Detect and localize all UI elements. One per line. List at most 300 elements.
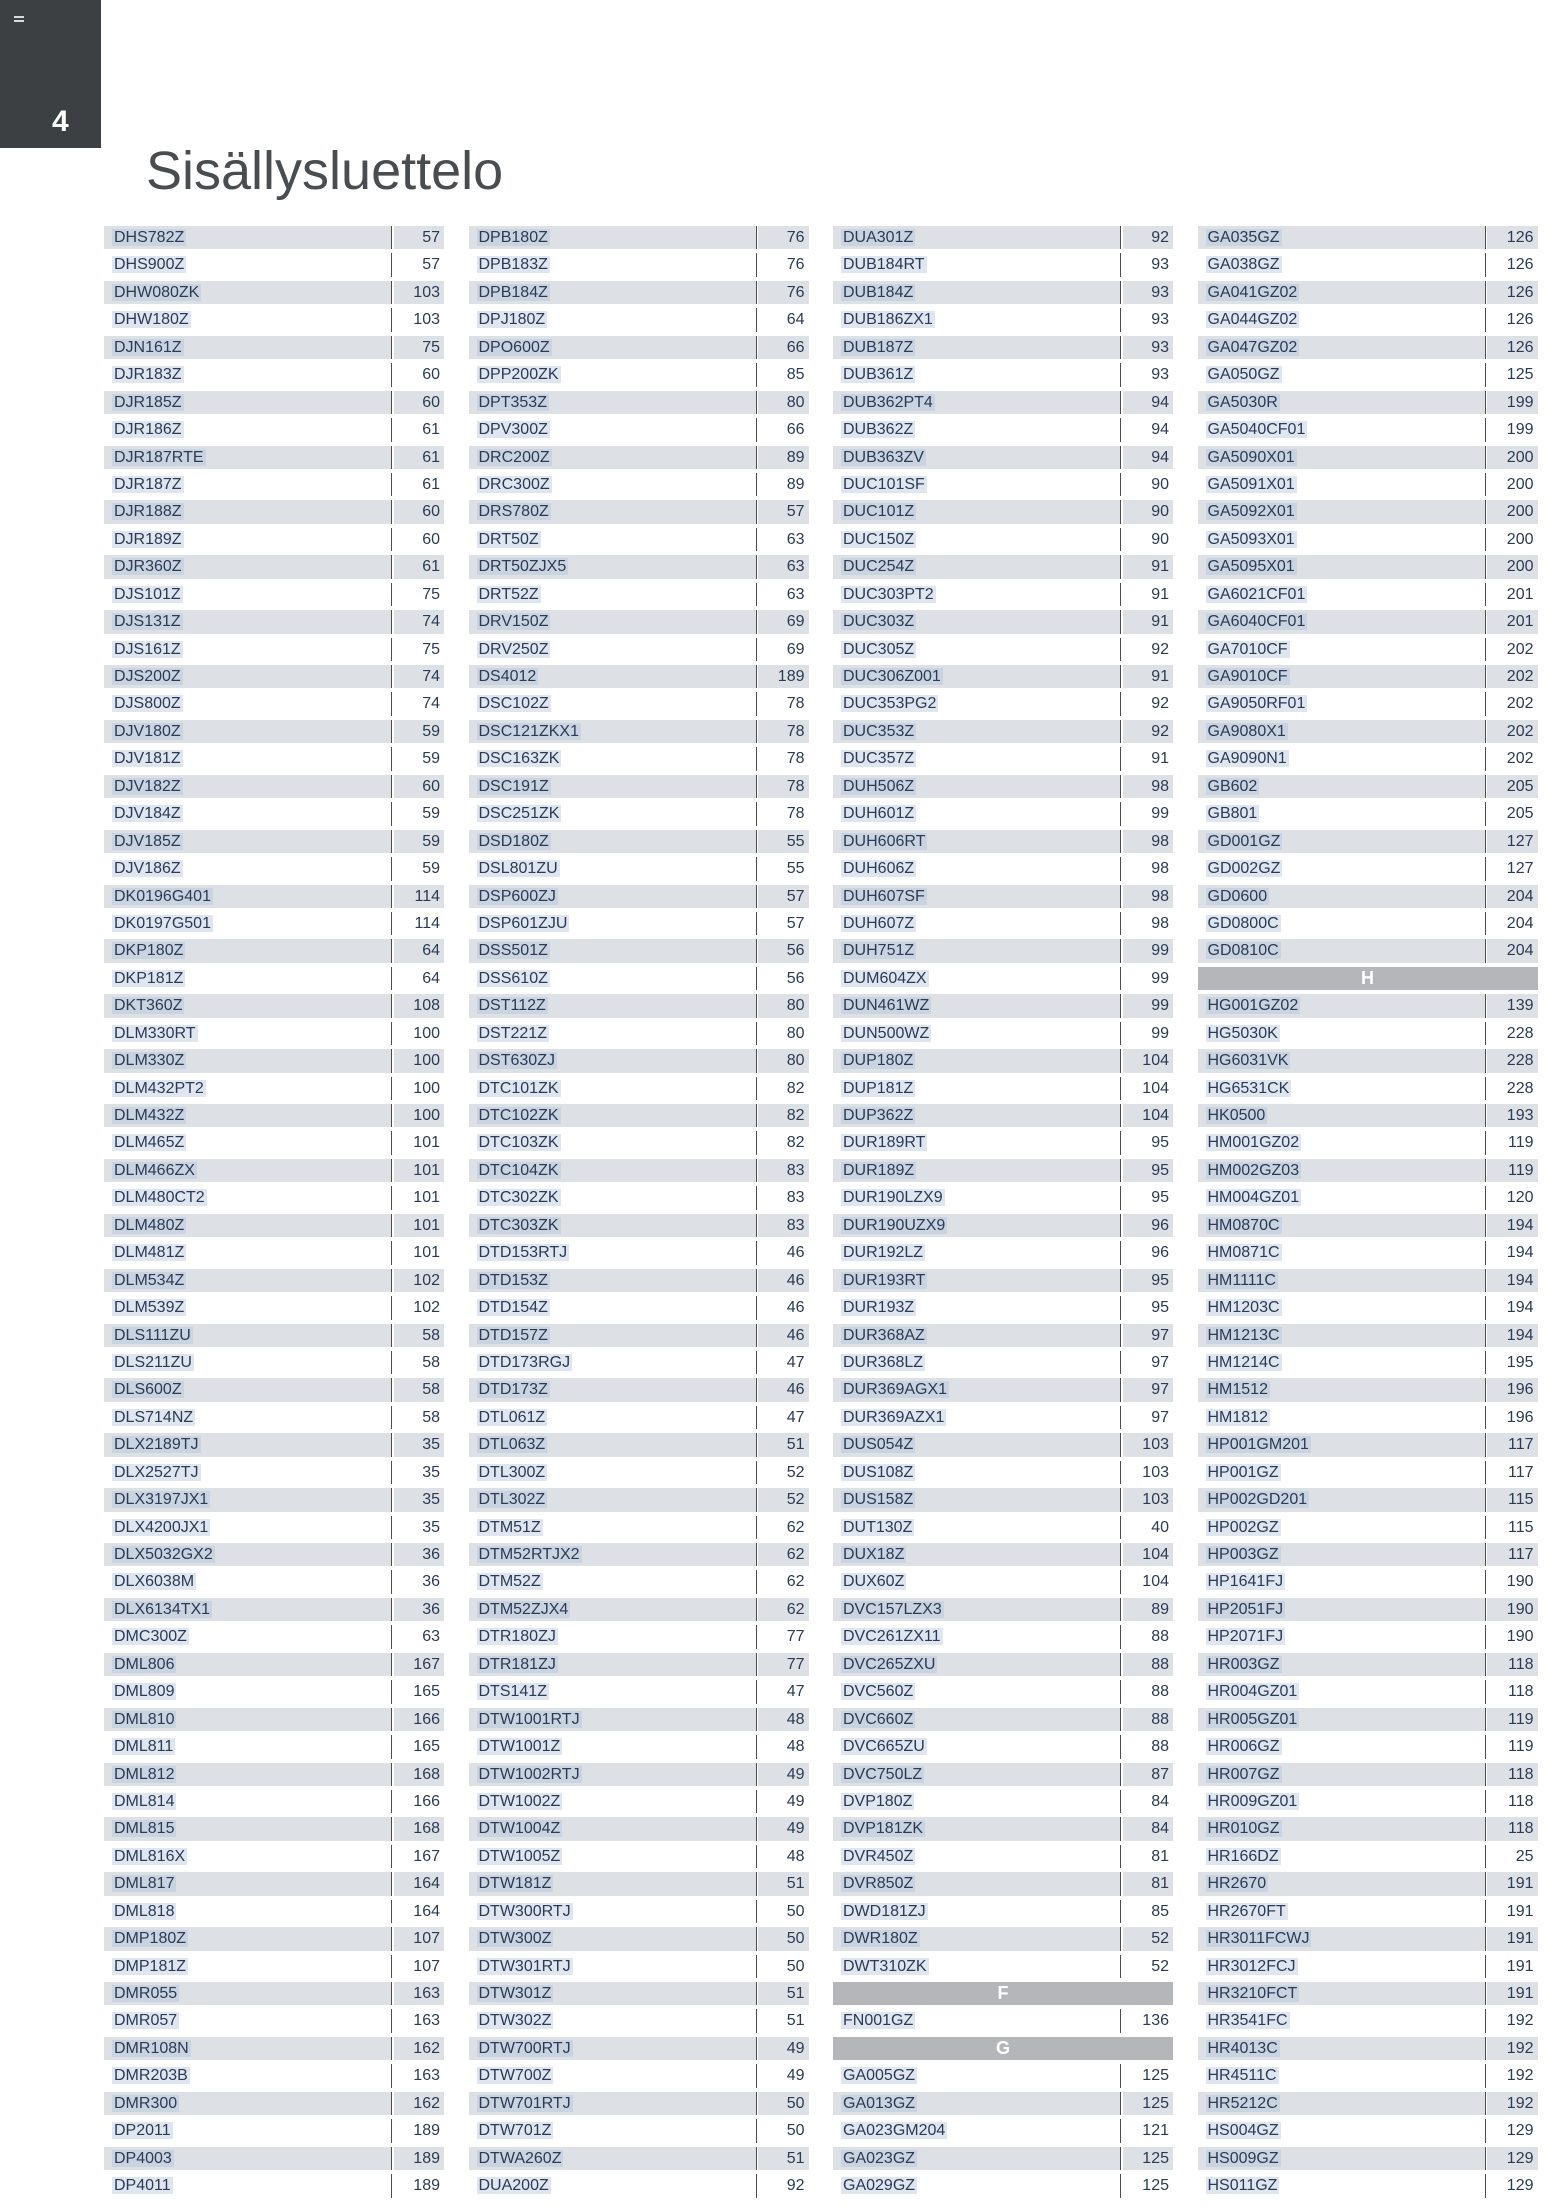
product-code[interactable]: DTC302ZK [478,1189,559,1207]
product-code[interactable]: DML809 [114,1683,175,1701]
product-code[interactable]: DMR057 [114,2012,178,2030]
product-code[interactable]: DUC306Z001 [843,668,941,685]
product-code[interactable]: GA050GZ [1207,366,1280,384]
product-code[interactable]: GA5091X01 [1207,475,1295,493]
product-code[interactable]: HM001GZ02 [1207,1134,1300,1152]
product-code[interactable]: HS009GZ [1207,2149,1279,2167]
product-code[interactable]: DK0197G501 [114,914,211,932]
product-code[interactable]: GA044GZ02 [1207,311,1298,329]
product-code[interactable]: HS011GZ [1207,2177,1278,2195]
product-code[interactable]: DRT50ZJX5 [478,558,567,576]
product-code[interactable]: DTW300Z [478,1930,552,1948]
product-code[interactable]: DPT353Z [478,393,547,411]
index-row [469,800,813,827]
product-code[interactable]: HS004GZ [1207,2122,1279,2140]
product-code[interactable]: HM1812 [1207,1408,1268,1426]
product-code[interactable]: DTD154Z [478,1299,548,1317]
product-code[interactable]: HP001GZ [1207,1463,1279,1481]
product-code[interactable]: DVC261ZX11 [843,1628,941,1646]
product-code[interactable]: DUR369AGX1 [843,1381,948,1399]
product-code[interactable]: HR003GZ [1207,1655,1280,1673]
product-code[interactable]: DTW1001Z [478,1738,561,1756]
page-ref: 35 [394,1488,445,1511]
product-code[interactable]: DTM52ZJX4 [478,1600,569,1618]
product-code[interactable]: DTW700Z [478,2067,552,2085]
product-code[interactable]: FN001GZ [843,2012,914,2030]
product-code[interactable]: DJR189Z [114,530,182,548]
product-code[interactable]: DML814 [114,1792,175,1810]
product-code[interactable]: DUR193RT [843,1271,926,1289]
product-code[interactable]: DUX60Z [843,1573,905,1591]
product-code[interactable]: DJR183Z [114,366,182,384]
product-code[interactable]: DLM480CT2 [114,1189,205,1207]
product-code[interactable]: DTD157Z [478,1326,548,1344]
product-code[interactable]: DHS900Z [114,256,185,274]
product-code[interactable]: GD0810C [1207,942,1279,960]
product-code[interactable]: DUC303Z [843,613,915,631]
page-ref: 81 [1123,1872,1174,1895]
product-code[interactable]: DUR369AZX1 [843,1408,945,1426]
product-code[interactable]: DUB184RT [843,256,925,274]
product-code[interactable]: GB602 [1207,777,1258,795]
product-code[interactable]: DTC101ZK [478,1079,559,1097]
product-code[interactable]: DTW1001RTJ [478,1710,580,1728]
product-code[interactable]: DUS108Z [843,1463,914,1481]
product-code[interactable]: DVP181ZK [843,1820,924,1838]
product-code[interactable]: DP4003 [114,2149,172,2167]
product-code[interactable]: DMC300Z [114,1628,187,1646]
product-code[interactable]: HR3012FCJ [1207,1957,1296,1975]
product-code[interactable]: DRS780Z [478,503,549,521]
product-code[interactable]: HM0871C [1207,1244,1280,1262]
product-code[interactable]: DUB363ZV [843,448,924,466]
product-code[interactable]: GA041GZ02 [1207,283,1298,301]
product-code[interactable]: HR005GZ01 [1207,1710,1298,1728]
product-code[interactable]: DUB361Z [843,366,914,384]
product-code[interactable]: DTL063Z [478,1436,546,1454]
product-code[interactable]: DLM481Z [114,1244,185,1262]
product-code[interactable]: DUR189RT [843,1134,926,1152]
product-code[interactable]: DSC163ZK [478,750,560,768]
product-code[interactable]: DUR368AZ [843,1326,925,1344]
product-code[interactable]: DJR185Z [114,393,182,411]
product-code[interactable]: HR3011FCWJ [1207,1930,1310,1948]
product-code[interactable]: DUC254Z [843,558,915,576]
product-code[interactable]: DUX18Z [843,1546,905,1563]
product-code[interactable]: DHS782Z [114,229,185,246]
product-code[interactable]: DLM539Z [114,1299,185,1317]
product-code[interactable]: DUB362Z [843,421,914,439]
page-ref: 46 [758,1378,809,1401]
product-code[interactable]: DJS131Z [114,613,181,631]
product-code[interactable]: DST112Z [478,997,546,1015]
product-code[interactable]: GA9010CF [1207,668,1288,685]
product-code[interactable]: DHW080ZK [114,283,200,301]
product-code[interactable]: HP002GD201 [1207,1491,1308,1509]
product-code[interactable]: HM1111C [1207,1271,1276,1289]
product-code[interactable]: DTW700RTJ [478,2039,571,2057]
product-code[interactable]: HP1641FJ [1207,1573,1284,1591]
product-code[interactable]: DKT360Z [114,997,183,1015]
product-code[interactable]: HR3541FC [1207,2012,1288,2030]
product-code[interactable]: GA038GZ [1207,256,1280,274]
product-code[interactable]: DUC303PT2 [843,585,934,603]
page-ref: 74 [394,665,445,688]
product-code[interactable]: DUH601Z [843,805,915,823]
product-code[interactable]: DRV250Z [478,640,549,658]
product-code[interactable]: DJV182Z [114,777,181,795]
product-code[interactable]: GA023GM204 [843,2122,946,2140]
product-code[interactable]: DRC300Z [478,475,550,493]
product-code[interactable]: DTC104ZK [478,1161,559,1179]
product-code[interactable]: DPO600Z [478,338,550,356]
product-code[interactable]: DLM465Z [114,1134,185,1152]
product-code[interactable]: DS4012 [478,668,537,685]
product-code[interactable]: DPV300Z [478,421,548,439]
product-code[interactable]: HR010GZ [1207,1820,1280,1838]
product-code[interactable]: DTC303ZK [478,1216,559,1234]
product-code[interactable]: DTL302Z [478,1491,546,1509]
product-code[interactable]: DUA301Z [843,229,914,246]
product-code[interactable]: DTW1002RTJ [478,1765,580,1783]
product-code[interactable]: DPB180Z [478,229,548,246]
product-code[interactable]: DKP181Z [114,969,184,987]
product-code[interactable]: DLS600Z [114,1381,182,1399]
product-code-cell [469,391,757,414]
product-code[interactable]: DPB184Z [478,283,548,301]
product-code[interactable]: DMR108N [114,2039,189,2057]
product-code[interactable]: DWD181ZJ [843,1902,926,1920]
product-code[interactable]: DTC102ZK [478,1107,559,1124]
product-code[interactable]: DLM432Z [114,1107,185,1124]
product-code[interactable]: DK0196G401 [114,887,211,905]
product-code[interactable]: DML816X [114,1847,186,1865]
product-code[interactable]: GB801 [1207,805,1258,823]
product-code[interactable]: DJR186Z [114,421,182,439]
product-code[interactable]: DUA200Z [478,2177,549,2195]
product-code[interactable]: DUC357Z [843,750,915,768]
index-row [469,937,813,964]
product-code[interactable]: DTW181Z [478,1875,552,1893]
product-code[interactable]: DLS111ZU [114,1326,191,1344]
product-code[interactable]: DUP181Z [843,1079,914,1097]
product-code[interactable]: GA023GZ [843,2149,916,2167]
product-code[interactable]: DLX3197JX1 [114,1491,209,1509]
product-code[interactable]: DJS800Z [114,695,181,713]
product-code[interactable]: DJS161Z [114,640,181,658]
product-code-cell [833,1159,1121,1182]
page-ref: 104 [1123,1543,1174,1566]
product-code[interactable]: HP2051FJ [1207,1600,1284,1618]
product-code[interactable]: GA6021CF01 [1207,585,1306,603]
product-code[interactable]: DML806 [114,1655,175,1673]
product-code[interactable]: DPP200ZK [478,366,559,384]
product-code[interactable]: HR4013C [1207,2039,1278,2057]
product-code[interactable]: DML811 [114,1738,174,1756]
product-code[interactable]: DJV184Z [114,805,181,823]
product-code[interactable]: DSS501Z [478,942,548,960]
product-code[interactable]: DTW1002Z [478,1792,561,1810]
product-code[interactable]: DUT130Z [843,1518,913,1536]
product-code[interactable]: DVC660Z [843,1710,914,1728]
product-code[interactable]: HG5030K [1207,1024,1278,1042]
product-code[interactable]: DTR180ZJ [478,1628,556,1646]
product-code[interactable]: DVC750LZ [843,1765,923,1783]
product-code[interactable]: GA6040CF01 [1207,613,1306,631]
product-code[interactable]: DUH606Z [843,860,915,878]
product-code[interactable]: DLS714NZ [114,1408,194,1426]
product-code[interactable]: DSP601ZJU [478,914,568,932]
product-code[interactable]: DUB362PT4 [843,393,933,411]
product-code[interactable]: DLM480Z [114,1216,185,1234]
product-code[interactable]: DTW302Z [478,2012,552,2030]
product-code[interactable]: DMR300 [114,2094,178,2112]
product-code[interactable]: DUP180Z [843,1052,914,1070]
product-code[interactable]: GA5092X01 [1207,503,1295,521]
product-code[interactable]: DRV150Z [478,613,549,631]
product-code[interactable]: DJR360Z [114,558,182,576]
product-code[interactable]: DTW701Z [478,2122,552,2140]
product-code[interactable]: DUC101Z [843,503,915,521]
product-code[interactable]: GA5030R [1207,393,1278,411]
index-row [469,636,813,663]
product-code[interactable]: DML812 [114,1765,175,1783]
product-code[interactable]: DTW1004Z [478,1820,561,1838]
product-code[interactable]: DMP180Z [114,1930,187,1948]
product-code[interactable]: DUC353Z [843,722,915,740]
product-code[interactable]: DSC102Z [478,695,549,713]
product-code[interactable]: HP003GZ [1207,1546,1279,1563]
product-code[interactable]: DUC101SF [843,475,925,493]
product-code[interactable]: DSC251ZK [478,805,560,823]
product-code[interactable]: DUH607SF [843,887,925,905]
product-code[interactable]: GD0800C [1207,914,1279,932]
product-code[interactable]: DTW300RTJ [478,1902,571,1920]
product-code[interactable]: DTL061Z [478,1408,546,1426]
product-code[interactable]: DSL801ZU [478,860,558,878]
product-code[interactable]: DJV186Z [114,860,181,878]
product-code[interactable]: DJV180Z [114,722,181,740]
page-ref: 125 [1142,2067,1169,2085]
product-code[interactable]: DUR192LZ [843,1244,924,1262]
product-code[interactable]: DVC265ZXU [843,1655,936,1673]
product-code[interactable]: DLX5032GX2 [114,1546,213,1563]
product-code[interactable]: DUH751Z [843,942,915,960]
product-code[interactable]: HR006GZ [1207,1738,1280,1756]
product-code[interactable]: DMR203B [114,2067,188,2085]
product-code[interactable]: DP4011 [114,2177,171,2195]
product-code[interactable]: DUC150Z [843,530,915,548]
product-code[interactable]: DUC353PG2 [843,695,937,713]
product-code[interactable]: DLX6038M [114,1573,195,1591]
product-code[interactable]: DLM330RT [114,1024,196,1042]
product-code[interactable]: GA005GZ [843,2067,916,2085]
product-code[interactable]: DST630ZJ [478,1052,555,1070]
product-code[interactable]: HM1512 [1207,1381,1268,1399]
product-code[interactable]: DUB187Z [843,338,914,356]
product-code[interactable]: DWR180Z [843,1930,918,1948]
product-code[interactable]: HK0500 [1207,1107,1266,1124]
product-code[interactable]: GD002GZ [1207,860,1281,878]
product-code[interactable]: DUR368LZ [843,1353,924,1371]
product-code[interactable]: GA5040CF01 [1207,421,1306,439]
product-code[interactable]: DLM432PT2 [114,1079,204,1097]
product-code[interactable]: DRT50Z [478,530,539,548]
product-code[interactable]: DVC157LZX3 [843,1600,942,1618]
product-code[interactable]: HR166DZ [1207,1847,1279,1865]
product-code[interactable]: GA5090X01 [1207,448,1295,466]
product-code[interactable]: DSD180Z [478,832,549,850]
product-code[interactable]: HR4511C [1207,2067,1277,2085]
product-code[interactable]: DLX2189TJ [114,1436,199,1454]
product-code[interactable]: DSP600ZJ [478,887,556,905]
product-code[interactable]: DTM52RTJX2 [478,1546,580,1563]
product-code[interactable]: DVC665ZU [843,1738,925,1756]
product-code[interactable]: GA5095X01 [1207,558,1295,576]
product-code[interactable]: DP2011 [114,2122,171,2140]
product-code[interactable]: DVC560Z [843,1683,914,1701]
product-code[interactable]: HM1214C [1207,1353,1280,1371]
product-code[interactable]: DML810 [114,1710,175,1728]
product-code[interactable]: GA9050RF01 [1207,695,1306,713]
product-code[interactable]: DUN461WZ [843,997,930,1015]
product-code[interactable]: DMP181Z [114,1957,187,1975]
product-code[interactable]: DUS054Z [843,1436,914,1454]
product-code[interactable]: GA7010CF [1207,640,1288,658]
product-code[interactable]: HM0870C [1207,1216,1280,1234]
product-code[interactable]: GA035GZ [1207,229,1280,246]
product-code[interactable]: DKP180Z [114,942,184,960]
product-code[interactable]: DJR188Z [114,503,182,521]
product-code[interactable]: DTW1005Z [478,1847,561,1865]
product-code[interactable]: DLM534Z [114,1271,185,1289]
product-code[interactable]: DUN500WZ [843,1024,930,1042]
product-code[interactable]: DRT52Z [478,585,539,603]
product-code[interactable]: DVP180Z [843,1792,913,1810]
product-code[interactable]: HG001GZ02 [1207,997,1299,1015]
product-code[interactable]: DSC121ZKX1 [478,722,579,740]
product-code[interactable]: DLX6134TX1 [114,1600,211,1618]
product-code[interactable]: DUC305Z [843,640,915,658]
product-code[interactable]: DUH606RT [843,832,926,850]
product-code[interactable]: HR009GZ01 [1207,1792,1298,1810]
product-code[interactable]: HP2071FJ [1207,1628,1284,1646]
product-code[interactable]: HP001GM201 [1207,1436,1309,1454]
product-code[interactable]: DTL300Z [478,1463,546,1481]
product-code[interactable]: HP002GZ [1207,1518,1279,1536]
product-code-cell [104,1488,392,1511]
product-code[interactable]: DUH607Z [843,914,915,932]
product-code-cell [833,1516,1121,1539]
product-code[interactable]: DTS141Z [478,1683,547,1701]
product-code[interactable]: HM002GZ03 [1207,1161,1300,1179]
product-code[interactable]: DUM604ZX [843,969,927,987]
product-code[interactable]: DUR193Z [843,1299,915,1317]
product-code[interactable]: DPB183Z [478,256,548,274]
product-code[interactable]: HG6531CK [1207,1079,1290,1097]
product-code[interactable]: HM1203C [1207,1299,1280,1317]
product-code[interactable]: DTWA260Z [478,2149,562,2167]
product-code[interactable]: DTD153RTJ [478,1244,568,1262]
product-code[interactable]: DTD173Z [478,1381,548,1399]
product-code[interactable]: DTD173RGJ [478,1353,571,1371]
product-code[interactable]: HR007GZ [1207,1765,1280,1783]
product-code[interactable]: DML817 [114,1875,175,1893]
index-row [1198,1102,1542,1129]
product-code[interactable]: GA013GZ [843,2094,916,2112]
product-code[interactable]: DJS200Z [114,668,181,685]
product-code[interactable]: DUS158Z [843,1491,914,1509]
product-code[interactable]: GA047GZ02 [1207,338,1298,356]
product-code[interactable]: GD0600 [1207,887,1268,905]
product-code[interactable]: GA9080X1 [1207,722,1286,740]
product-code[interactable]: DPJ180Z [478,311,546,329]
product-code[interactable]: DUR190LZX9 [843,1189,943,1207]
product-code[interactable]: DUB186ZX1 [843,311,933,329]
product-code[interactable]: DSC191Z [478,777,549,795]
page-ref: 191 [1487,1872,1538,1895]
product-code[interactable]: DLX4200JX1 [114,1518,209,1536]
product-code[interactable]: DTM51Z [478,1518,541,1536]
product-code[interactable]: DJN161Z [114,338,182,356]
product-code[interactable]: DLM330Z [114,1052,185,1070]
product-code[interactable]: DLS211ZU [114,1353,192,1371]
product-code[interactable]: DVR450Z [843,1847,914,1865]
product-code[interactable]: DSS610Z [478,969,548,987]
product-code[interactable]: HR5212C [1207,2094,1278,2112]
product-code[interactable]: DRC200Z [478,448,550,466]
product-code[interactable]: DUB184Z [843,283,914,301]
product-code[interactable]: DJS101Z [114,585,181,603]
product-code[interactable]: DJR187Z [114,475,182,493]
product-code[interactable]: DWT310ZK [843,1957,927,1975]
product-code[interactable]: DMR055 [114,1985,178,2002]
product-code[interactable]: DJV185Z [114,832,181,850]
product-code[interactable]: DUP362Z [843,1107,914,1124]
product-code[interactable]: DUH506Z [843,777,915,795]
product-code[interactable]: DTW701RTJ [478,2094,571,2112]
product-code[interactable]: HR004GZ01 [1207,1683,1298,1701]
product-code[interactable]: DML815 [114,1820,175,1838]
product-code[interactable]: DTM52Z [478,1573,541,1591]
product-code[interactable]: DTD153Z [478,1271,548,1289]
product-code[interactable]: DTW301RTJ [478,1957,571,1975]
product-code[interactable]: GA9090N1 [1207,750,1287,768]
product-code[interactable]: DTC103ZK [478,1134,559,1152]
product-code[interactable]: DUR190UZX9 [843,1216,946,1234]
product-code[interactable]: DLX2527TJ [114,1463,199,1481]
product-code[interactable]: DJR187RTE [114,448,204,466]
product-code[interactable]: HR3210FCT [1207,1985,1298,2002]
product-code[interactable]: DVR850Z [843,1875,914,1893]
product-code[interactable]: DST221Z [478,1024,547,1042]
product-code[interactable]: DLM466ZX [114,1161,195,1179]
product-code[interactable]: HG6031VK [1207,1052,1289,1070]
product-code[interactable]: GD001GZ [1207,832,1281,850]
product-code[interactable]: DHW180Z [114,311,189,329]
product-code[interactable]: HM004GZ01 [1207,1189,1300,1207]
product-code[interactable]: HM1213C [1207,1326,1280,1344]
product-code[interactable]: GA5093X01 [1207,530,1295,548]
product-code[interactable]: HR2670 [1207,1875,1267,1893]
product-code[interactable]: DML818 [114,1902,175,1920]
product-code[interactable]: DUR189Z [843,1161,915,1179]
product-code[interactable]: DJV181Z [114,750,181,768]
product-code[interactable]: DTW301Z [478,1985,552,2002]
product-code[interactable]: HR2670FT [1207,1902,1286,1920]
product-code[interactable]: DTR181ZJ [478,1655,556,1673]
product-code[interactable]: GA029GZ [843,2177,916,2195]
